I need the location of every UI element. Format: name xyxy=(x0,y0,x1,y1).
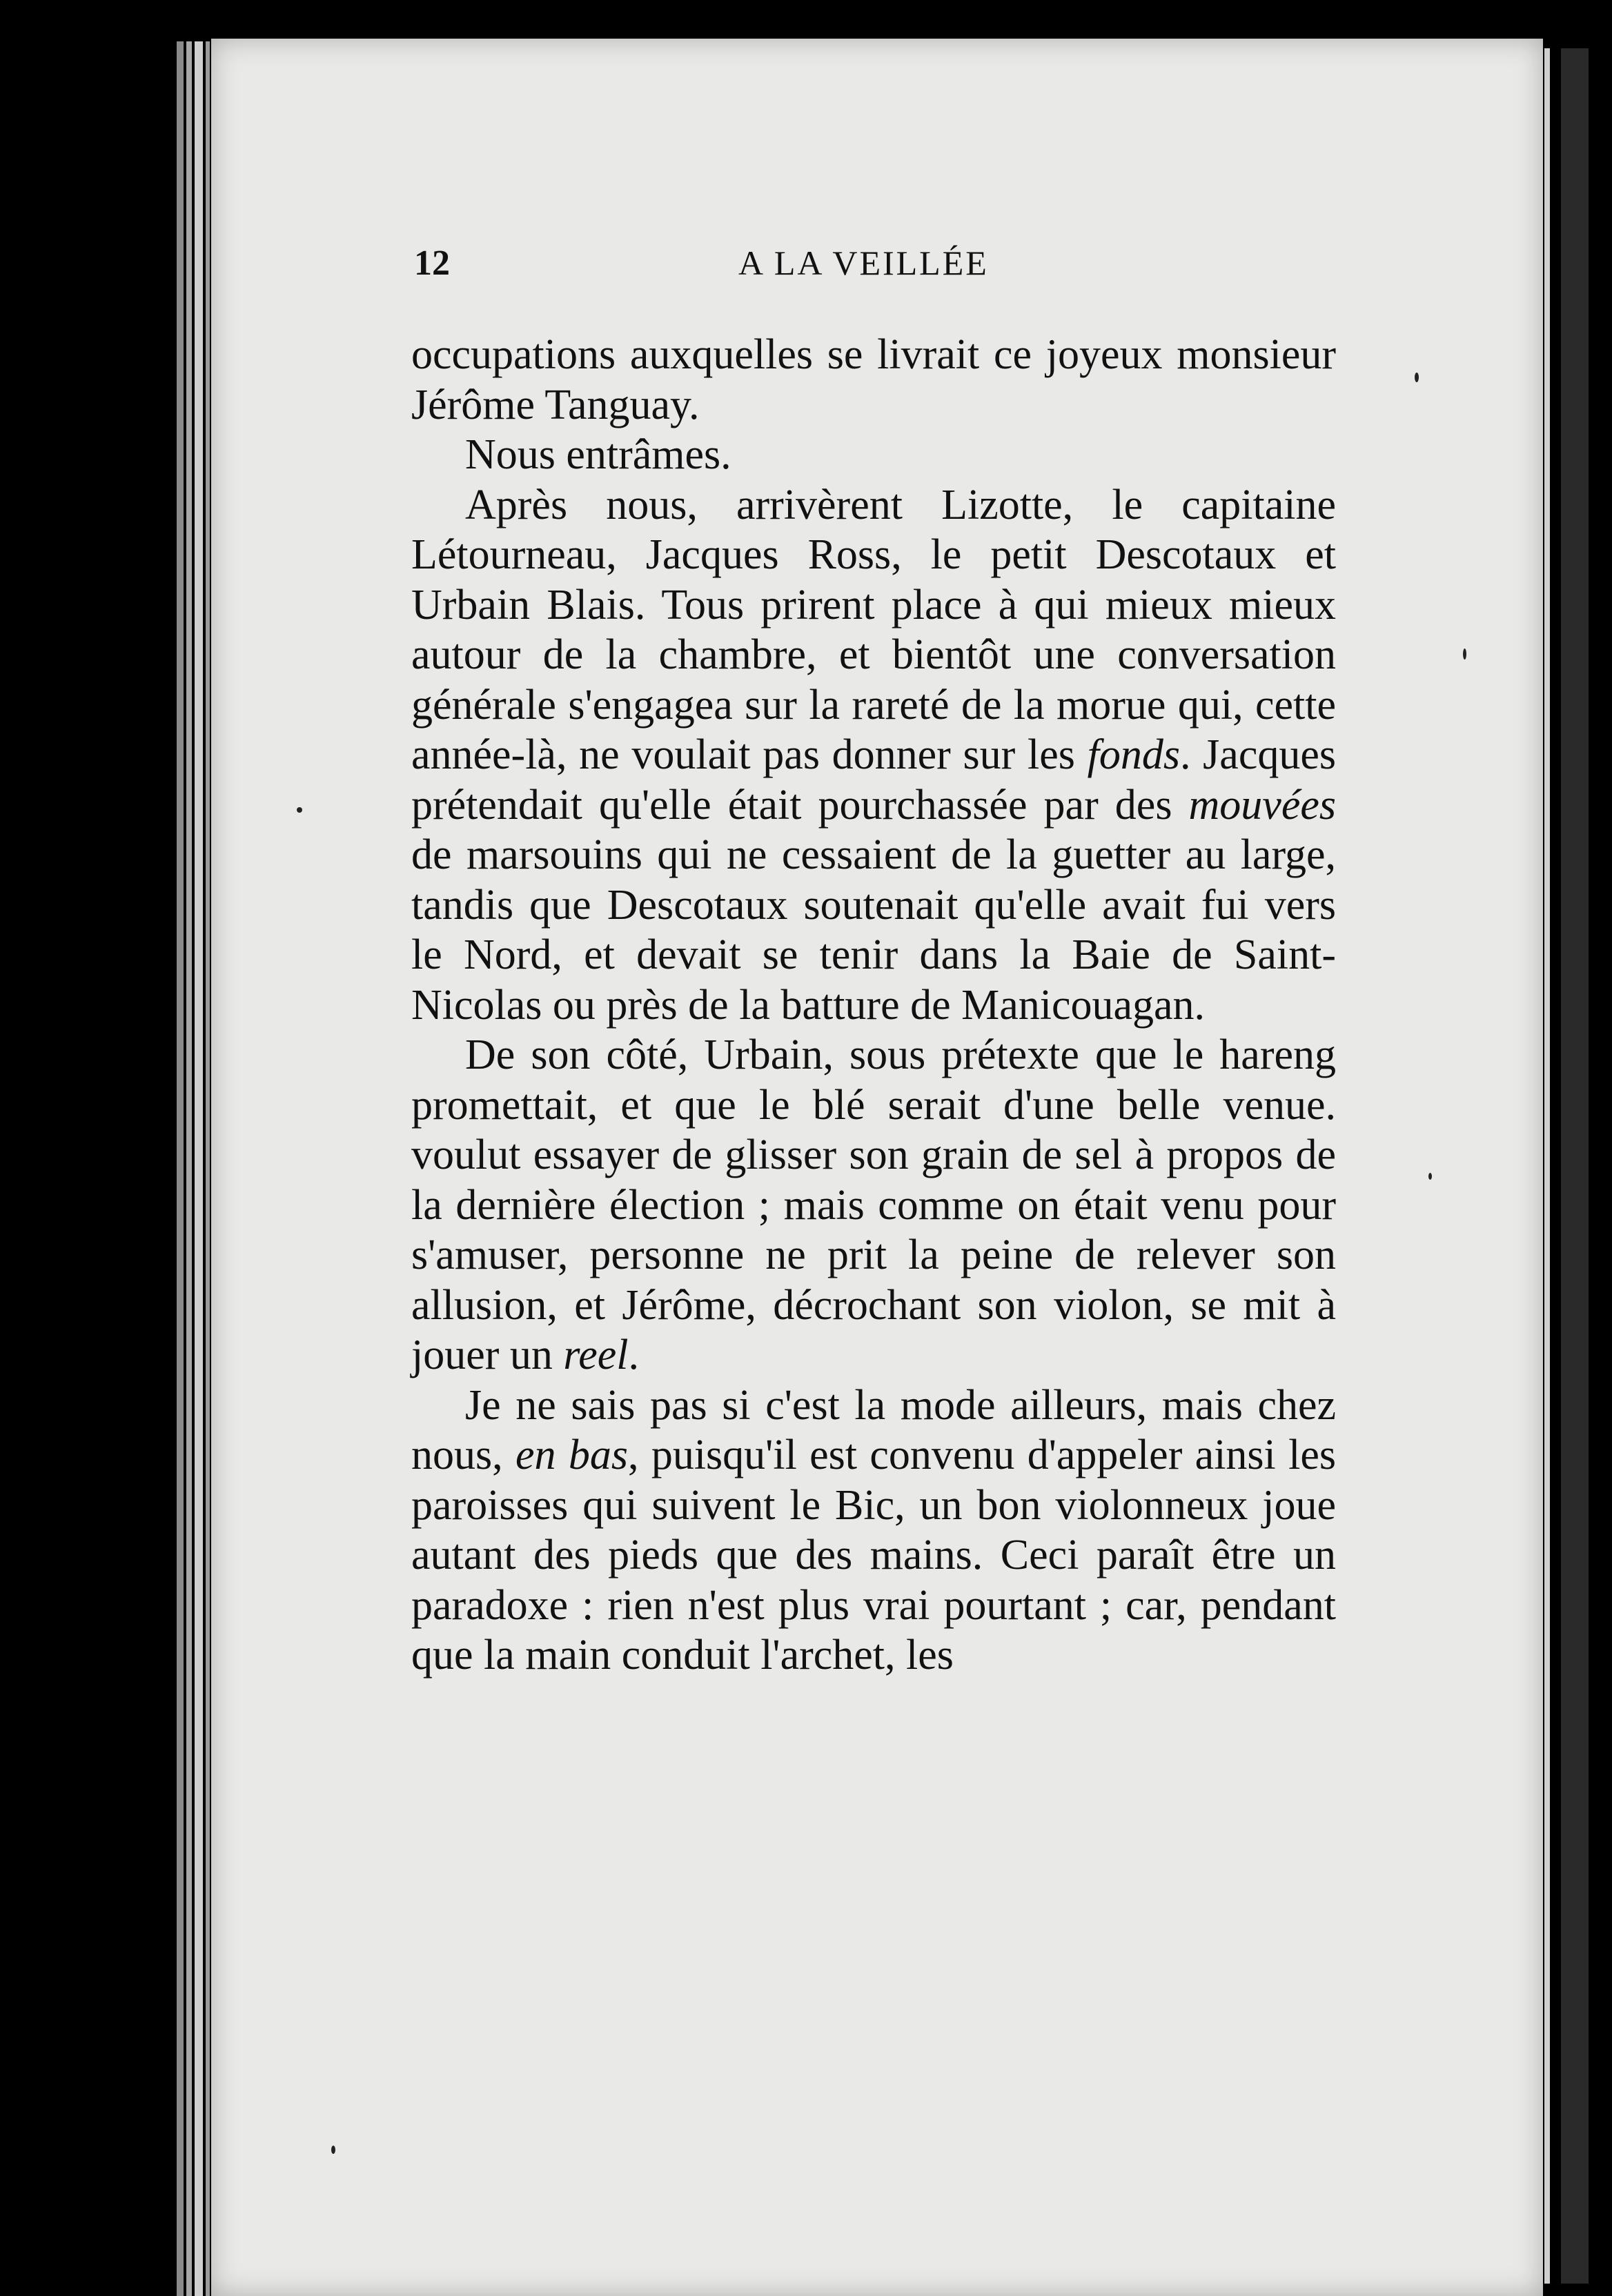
scan-speck xyxy=(297,807,302,813)
stacked-page-edge xyxy=(195,41,203,2296)
body-text xyxy=(411,330,1336,1681)
page-header xyxy=(414,243,1380,291)
italic-text: en bas xyxy=(515,1432,628,1478)
italic-text: reel xyxy=(563,1332,629,1378)
paragraph xyxy=(411,480,1336,1031)
running-title: A LA VEILLÉE xyxy=(738,244,989,282)
paragraph xyxy=(411,430,1336,480)
text-run: De son côté, Urbain, sous prétexte que le hareng promettait, et que le blé serait d'une belle venue. voulut essayer de glisser son grain de sel à propos de la dernière élection ; mais comme on était venu pour s'amuser, personne ne prit la peine de relever son allusion, et Jérôme, décrochant son violon, se mit à jouer un xyxy=(411,1031,1336,1378)
paragraph xyxy=(411,1030,1336,1380)
paragraph xyxy=(411,330,1336,430)
text-run: Après nous, arrivèrent Lizotte, le capitaine Létourneau, Jacques Ross, le petit Descotaux et Urbain Blais. Tous prirent place à qui mieux mieux autour de la chambre, et bientôt une conversation générale s'engagea sur la rareté de la morue qui, cette année-là, ne voulait pas donner sur les xyxy=(411,481,1336,778)
scan-speck xyxy=(1428,1173,1432,1180)
italic-text: mouvées xyxy=(1188,781,1336,829)
text-run: de marsouins qui ne cessaient de la guetter au large, tandis que Descotaux soutenait qu'elle avait fui vers le Nord, et devait se tenir dans la Baie de Saint-Nicolas ou près de la batture de Manicouagan. xyxy=(411,831,1336,1029)
scan-speck xyxy=(1463,649,1466,660)
text-run: Nous entrâmes. xyxy=(465,431,731,478)
text-run: , puisqu'il est convenu d'appeler ainsi les paroisses qui suivent le Bic, un bon violonneux joue autant des pieds que des mains. Ceci paraît être un paradoxe : rien n'est plus vrai pourtant ; car, pendant que la main conduit l'archet, les xyxy=(411,1432,1336,1679)
facing-page-shadow xyxy=(1561,48,1589,2284)
facing-page-edge xyxy=(1544,48,1550,2284)
stacked-page-edge xyxy=(177,41,184,2296)
text-run: . xyxy=(628,1332,639,1378)
scan-speck xyxy=(1415,373,1419,382)
paragraph xyxy=(411,1380,1336,1681)
stacked-page-edge xyxy=(206,41,210,2296)
text-run: Je ne sais pas si c'est la mode ailleurs, mais chez nous, xyxy=(411,1381,1336,1478)
text-run: occupations auxquelles se livrait ce joyeux monsieur Jérôme Tanguay. xyxy=(411,331,1336,428)
italic-text: fonds xyxy=(1087,731,1180,778)
scan-speck xyxy=(331,2146,335,2154)
text-run: . Jacques prétendait qu'elle était pourchassée par des xyxy=(411,731,1336,829)
page-number: 12 xyxy=(414,244,450,283)
stacked-page-edge xyxy=(186,41,192,2296)
